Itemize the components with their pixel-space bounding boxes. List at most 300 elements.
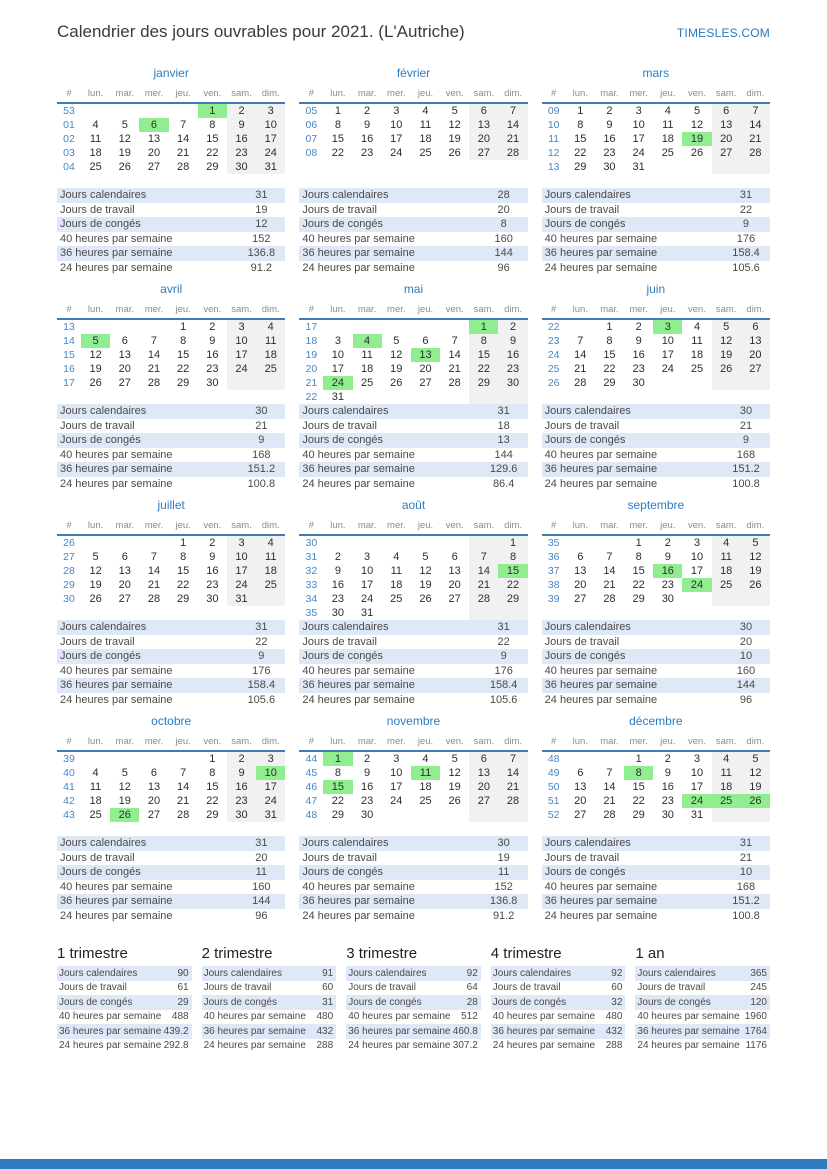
summary-stat-label: Jours calendaires (492, 967, 572, 979)
day-cell (382, 390, 411, 404)
day-cell: 12 (390, 349, 403, 361)
day-cell: 20 (118, 579, 131, 591)
month-juin (542, 282, 770, 498)
stat-value: 176 (252, 664, 271, 677)
day-cell (440, 390, 469, 404)
week-number: 16 (63, 363, 75, 375)
day-cell: 15 (206, 781, 219, 793)
day-cell: 12 (118, 133, 131, 145)
stat-row (542, 404, 770, 419)
week-number: 32 (305, 565, 318, 577)
week-number: 06 (305, 119, 318, 131)
week-number: 03 (63, 147, 75, 159)
day-cell: 11 (712, 550, 741, 564)
day-cell: 4 (693, 321, 701, 333)
day-header: dim. (498, 518, 527, 535)
week-col-header: # (299, 734, 323, 751)
day-cell: 5 (451, 753, 458, 765)
day-cell: 1 (180, 321, 187, 333)
summary-1-trimestre (57, 944, 192, 1053)
summary-grid (57, 944, 770, 1053)
day-cell: 25 (419, 795, 432, 807)
summary-stat-value: 31 (322, 996, 334, 1008)
day-cell (682, 376, 711, 390)
day-cell: 1 (635, 537, 642, 549)
day-cell: 7 (180, 767, 187, 779)
day-cell: 7 (150, 551, 158, 563)
day-cell: 26 (448, 795, 461, 807)
day-cell: 23 (331, 593, 345, 605)
week-row (542, 146, 770, 160)
stat-value: 31 (739, 837, 753, 850)
day-cell: 17 (632, 133, 645, 145)
day-cell (81, 319, 110, 334)
summary-title: 1 an (635, 945, 665, 962)
day-cell: 12 (118, 781, 131, 793)
day-cell: 29 (574, 161, 587, 173)
day-cell: 14 (147, 349, 161, 361)
day-cell: 5 (451, 105, 458, 117)
week-col-header: # (299, 518, 323, 535)
month-stats (542, 836, 770, 923)
week-col-header: # (57, 518, 81, 535)
stat-row (542, 909, 770, 924)
calendar-area (542, 734, 770, 836)
day-cell: 29 (632, 809, 645, 821)
day-cell (595, 751, 624, 766)
stat-row (57, 635, 285, 650)
day-cell: 5 (712, 319, 741, 334)
stat-value: 19 (255, 203, 268, 216)
week-row (542, 334, 770, 348)
stat-label: Jours de congés (60, 866, 141, 879)
day-header: mar. (110, 518, 139, 535)
week-row (542, 794, 770, 808)
week-number: 13 (547, 161, 560, 173)
day-cell: 28 (574, 377, 587, 389)
summary-stat-label: 24 heures par semaine (348, 1040, 451, 1052)
summary-stat-label: 36 heures par semaine (492, 1025, 596, 1037)
stat-value: 30 (497, 837, 510, 850)
stat-label: 40 heures par semaine (544, 880, 658, 893)
month-title: avril (160, 282, 183, 296)
day-cell: 28 (147, 593, 161, 605)
month-title: septembre (627, 498, 685, 512)
day-cell (323, 319, 352, 334)
day-cell: 18 (360, 363, 374, 375)
day-cell: 28 (177, 809, 190, 821)
day-cell (712, 808, 741, 822)
week-row (299, 132, 527, 146)
week-number: 08 (305, 147, 318, 159)
stat-label: Jours calendaires (544, 837, 631, 850)
day-header-row (542, 302, 770, 319)
site-link[interactable]: TIMESLES.COM (676, 26, 770, 40)
week-number: 15 (63, 349, 75, 361)
day-header: ven. (198, 302, 227, 319)
day-cell: 17 (690, 565, 704, 577)
day-cell: 3 (364, 551, 371, 563)
day-cell: 30 (661, 593, 674, 605)
day-cell: 18 (712, 564, 741, 578)
stat-row (299, 448, 527, 463)
day-cell (110, 751, 139, 766)
day-header: jeu. (411, 734, 440, 751)
day-cell: 13 (574, 781, 587, 793)
month-août (299, 498, 527, 714)
stat-label: 40 heures par semaine (544, 448, 658, 461)
stat-row (542, 678, 770, 693)
day-cell: 3 (393, 753, 400, 765)
day-cell (353, 390, 382, 404)
day-cell: 22 (206, 795, 219, 807)
day-cell: 10 (661, 335, 674, 347)
stat-value: 8 (500, 218, 507, 231)
stat-value: 12 (255, 218, 268, 231)
week-row (542, 348, 770, 362)
week-number: 49 (547, 767, 560, 779)
day-cell: 22 (469, 362, 498, 376)
stat-row (542, 188, 770, 203)
day-cell: 15 (632, 565, 645, 577)
day-cell: 10 (632, 119, 645, 131)
month-stats (299, 188, 527, 275)
calendar-head (57, 86, 285, 103)
stat-label: Jours de travail (60, 203, 135, 216)
summary-stat-value: 60 (611, 982, 623, 994)
day-cell: 13 (448, 565, 461, 577)
day-cell: 9 (364, 119, 371, 131)
day-cell: 10 (390, 767, 403, 779)
month-stats (299, 404, 527, 491)
week-row (542, 550, 770, 564)
day-cell: 23 (360, 147, 374, 159)
summary-stat-value: 288 (316, 1040, 334, 1052)
day-cell: 9 (364, 767, 371, 779)
day-header: lun. (323, 734, 352, 751)
day-cell: 26 (712, 362, 741, 376)
stat-value: 144 (736, 679, 756, 692)
day-cell: 11 (89, 781, 102, 793)
day-cell (323, 535, 352, 550)
summary-stat-label: 40 heures par semaine (348, 1011, 451, 1023)
summary-stat-label: Jours de travail (203, 982, 272, 994)
day-cell (353, 319, 382, 334)
day-cell: 12 (741, 550, 770, 564)
calendar-body (57, 535, 285, 606)
stat-row (542, 433, 770, 448)
stat-value: 151.2 (732, 463, 760, 476)
week-row (299, 376, 527, 390)
day-cell: 25 (690, 363, 704, 375)
day-header: sam. (469, 86, 498, 103)
day-cell (169, 103, 198, 118)
stat-label: 40 heures par semaine (60, 664, 173, 677)
day-cell: 27 (574, 809, 587, 821)
day-cell: 9 (209, 335, 216, 347)
week-col-header: # (57, 302, 81, 319)
stat-label: Jours de travail (302, 419, 377, 432)
page-header (0, 0, 827, 42)
day-cell: 22 (574, 147, 587, 159)
week-row (57, 780, 285, 794)
stat-value: 18 (497, 419, 510, 432)
day-header: sam. (227, 518, 256, 535)
calendar-body (299, 103, 527, 160)
day-header: mer. (382, 86, 411, 103)
day-header: sam. (712, 86, 741, 103)
week-number: 35 (547, 537, 560, 549)
stat-label: 40 heures par semaine (302, 880, 415, 893)
day-header-row (299, 518, 527, 535)
holiday-cell: 24 (323, 376, 352, 390)
calendar-head (542, 518, 770, 535)
week-number: 38 (547, 579, 560, 591)
holiday-cell: 1 (198, 103, 227, 118)
stat-label: Jours de travail (544, 851, 620, 864)
day-cell: 27 (712, 146, 741, 160)
stat-label: Jours calendaires (60, 837, 147, 850)
day-header-row (542, 86, 770, 103)
summary-stat-value: 92 (611, 967, 623, 979)
day-header-row (299, 302, 527, 319)
day-cell: 28 (469, 592, 498, 606)
summary-stat-value: 1176 (745, 1040, 767, 1052)
day-cell (566, 319, 595, 334)
summary-2-trimestre (202, 944, 337, 1053)
day-header: mar. (110, 86, 139, 103)
day-cell: 8 (180, 335, 187, 347)
holiday-cell: 19 (682, 132, 711, 146)
stat-label: 36 heures par semaine (60, 679, 173, 692)
week-number: 11 (548, 133, 560, 145)
day-header: mer. (139, 734, 168, 751)
stat-label: Jours de congés (544, 650, 626, 663)
day-cell (440, 535, 469, 550)
stat-label: Jours calendaires (302, 837, 389, 850)
week-col-header: # (542, 302, 566, 319)
stat-value: 20 (255, 851, 268, 864)
day-cell: 25 (256, 362, 285, 376)
week-number: 45 (305, 767, 318, 779)
calendar-body (542, 535, 770, 606)
day-cell: 18 (419, 133, 432, 145)
day-header: mar. (353, 734, 382, 751)
day-cell: 8 (209, 119, 216, 131)
summary-stat-row (346, 966, 481, 981)
month-stats (299, 836, 527, 923)
day-cell: 6 (150, 767, 158, 779)
week-row (57, 808, 285, 822)
day-header: ven. (198, 518, 227, 535)
day-header: lun. (81, 518, 110, 535)
summary-stat-label: 36 heures par semaine (203, 1025, 306, 1037)
week-number: 39 (547, 593, 560, 605)
stat-row (299, 693, 527, 708)
day-header-row (542, 734, 770, 751)
day-cell (353, 535, 382, 550)
stat-value: 20 (497, 203, 510, 216)
week-number: 48 (305, 809, 318, 821)
stat-label: Jours calendaires (302, 189, 389, 202)
stat-label: 36 heures par semaine (302, 247, 415, 260)
stat-value: 91.2 (492, 909, 515, 922)
day-cell (712, 592, 741, 606)
day-cell: 3 (227, 319, 256, 334)
day-header: jeu. (653, 302, 682, 319)
summary-stat-row (202, 995, 337, 1010)
week-number: 36 (547, 551, 560, 563)
day-cell: 3 (227, 535, 256, 550)
stat-value: 31 (255, 837, 268, 850)
stat-value: 19 (497, 851, 510, 864)
summary-stat-row (57, 995, 192, 1010)
holiday-cell: 1 (323, 751, 352, 766)
day-cell: 22 (177, 363, 190, 375)
day-cell: 28 (177, 161, 190, 173)
week-row (542, 564, 770, 578)
day-cell (110, 103, 139, 118)
summary-stat-label: Jours de congés (348, 996, 422, 1008)
day-header: lun. (566, 518, 595, 535)
stat-value: 9 (258, 650, 265, 663)
day-cell: 17 (227, 564, 256, 578)
week-row (299, 362, 527, 376)
day-cell (440, 606, 469, 620)
stat-value: 30 (739, 621, 753, 634)
day-cell: 8 (606, 335, 613, 347)
day-cell (469, 535, 498, 550)
summary-stat-row (491, 995, 626, 1010)
stat-label: 40 heures par semaine (302, 232, 415, 245)
day-cell: 27 (147, 161, 161, 173)
day-cell: 14 (469, 564, 498, 578)
stat-value: 31 (255, 189, 268, 202)
stat-row (57, 246, 285, 261)
day-cell: 15 (469, 348, 498, 362)
day-cell: 21 (177, 795, 190, 807)
day-cell: 31 (331, 391, 345, 403)
day-cell: 15 (177, 565, 190, 577)
month-avril (57, 282, 285, 498)
day-cell: 31 (256, 160, 285, 174)
day-cell: 23 (206, 579, 219, 591)
stat-label: Jours de travail (302, 851, 377, 864)
week-number: 05 (305, 105, 318, 117)
week-col-header: # (57, 86, 81, 103)
month-stats (542, 620, 770, 707)
stat-value: 9 (500, 650, 507, 663)
day-cell: 11 (390, 565, 402, 577)
day-cell: 10 (256, 118, 285, 132)
summary-stat-row (635, 1010, 770, 1025)
summary-title: 3 trimestre (346, 945, 418, 962)
day-header: mer. (624, 302, 653, 319)
day-cell: 3 (256, 103, 285, 118)
stat-value: 20 (739, 635, 753, 648)
stat-value: 100.8 (732, 477, 760, 490)
month-title: juillet (157, 498, 185, 512)
stat-label: Jours calendaires (302, 405, 389, 418)
stat-value: 136.8 (489, 895, 518, 908)
day-header: mer. (382, 302, 411, 319)
day-header: mar. (595, 518, 624, 535)
day-cell: 31 (632, 161, 645, 173)
month-mai (299, 282, 527, 498)
stat-label: Jours de congés (302, 650, 384, 663)
day-cell: 14 (177, 133, 190, 145)
day-cell: 23 (603, 147, 616, 159)
day-cell (498, 808, 527, 822)
stat-label: Jours de travail (544, 203, 620, 216)
holiday-cell: 16 (653, 564, 682, 578)
day-cell: 8 (577, 119, 584, 131)
day-cell: 2 (498, 319, 527, 334)
day-cell: 6 (741, 319, 770, 334)
summary-stat-row (202, 981, 337, 996)
day-cell: 13 (574, 565, 587, 577)
day-cell: 4 (422, 753, 429, 765)
summary-stat-label: 24 heures par semaine (492, 1040, 596, 1052)
day-cell: 29 (206, 809, 219, 821)
day-header: lun. (566, 86, 595, 103)
stat-label: Jours de travail (60, 635, 135, 648)
stat-label: 36 heures par semaine (544, 247, 658, 260)
stat-row (299, 419, 527, 434)
day-cell: 31 (690, 809, 704, 821)
stat-label: 40 heures par semaine (302, 448, 415, 461)
calendar-head (542, 302, 770, 319)
day-cell: 6 (469, 103, 498, 118)
stat-row (299, 261, 527, 276)
week-number: 44 (305, 753, 318, 765)
month-calendar (542, 734, 770, 822)
stat-value: 96 (739, 693, 753, 706)
day-cell: 24 (360, 593, 374, 605)
month-mars (542, 66, 770, 282)
day-cell (712, 160, 741, 174)
stat-row (299, 894, 527, 909)
calendar-body (299, 535, 527, 620)
summary-stat-label: 40 heures par semaine (203, 1011, 306, 1023)
week-number: 22 (547, 321, 560, 333)
month-title: mai (403, 282, 424, 296)
day-cell: 29 (177, 593, 190, 605)
day-cell: 24 (661, 363, 674, 375)
day-cell: 31 (360, 607, 374, 619)
day-cell (411, 606, 440, 620)
day-cell: 26 (448, 147, 461, 159)
day-cell: 3 (393, 105, 400, 117)
day-cell: 2 (209, 321, 216, 333)
summary-stat-row (57, 981, 192, 996)
day-cell: 21 (574, 363, 587, 375)
day-header: sam. (227, 302, 256, 319)
day-cell: 5 (121, 119, 128, 131)
stat-row (542, 232, 770, 247)
day-cell: 2 (635, 321, 642, 333)
calendar-body (57, 751, 285, 822)
day-cell: 17 (227, 348, 256, 362)
calendar-area (57, 734, 285, 836)
month-calendar (299, 302, 527, 404)
day-cell: 18 (89, 795, 102, 807)
day-cell: 16 (661, 781, 674, 793)
day-cell: 10 (227, 334, 256, 348)
calendar-area (299, 86, 527, 188)
calendar-head (299, 518, 527, 535)
day-cell: 1 (635, 753, 642, 765)
